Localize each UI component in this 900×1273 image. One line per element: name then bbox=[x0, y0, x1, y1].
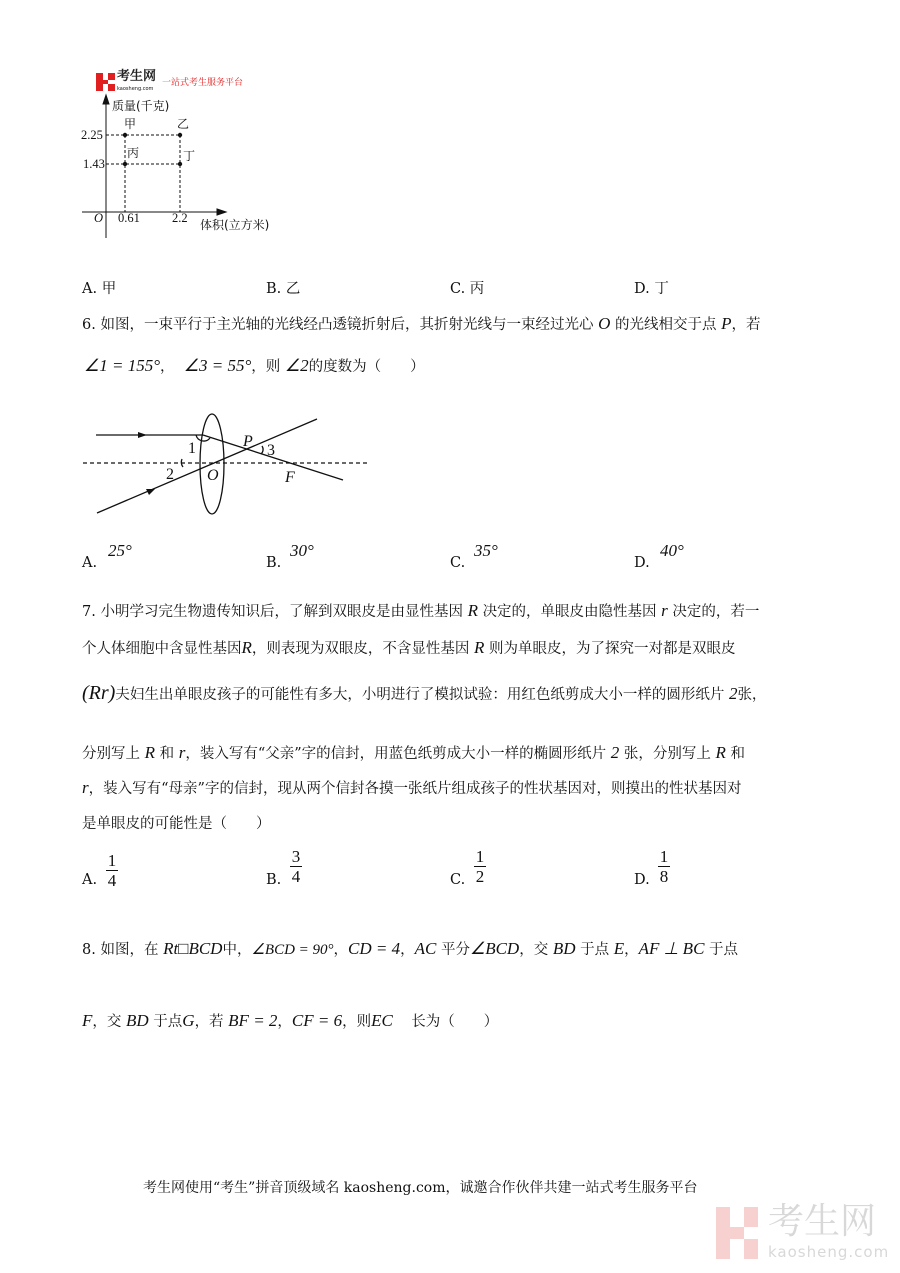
option-b-value: 30° bbox=[290, 541, 314, 560]
logo-domain: kaosheng.com bbox=[117, 86, 154, 92]
xtick: 2.2 bbox=[172, 211, 188, 225]
y-arrow-icon bbox=[103, 95, 109, 104]
q7-line6: 是单眼皮的可能性是（ ） bbox=[82, 816, 271, 832]
option-b-fraction: 3 4 bbox=[291, 847, 301, 886]
q7-line4: 分别写上 R 和 r，装入写有“父亲”字的信封，用蓝色纸剪成大小一样的椭圆形纸片 2 张，分别写上 R 和 bbox=[82, 743, 745, 762]
angle3-arc bbox=[261, 446, 263, 454]
point-bing bbox=[123, 162, 127, 166]
option-d-value: 40° bbox=[660, 541, 684, 560]
q7-line5: r，装入写有“母亲”字的信封，现从两个信封各摸一张纸片组成孩子的性状基因对，则摸出的性状基因对 bbox=[82, 778, 742, 797]
angle3-label: 3 bbox=[267, 442, 275, 459]
y-label: 质量(千克) bbox=[112, 99, 170, 113]
q7-line3: (Rr)夫妇生出单眼皮孩子的可能性有多大，小明进行了模拟试验：用红色纸剪成大小一样的圆形纸片 2张， bbox=[82, 682, 767, 704]
option-c-value: 35° bbox=[474, 541, 498, 560]
logo-name: 考生网 bbox=[117, 69, 157, 84]
q6-lens-diagram bbox=[0, 400, 400, 530]
q7-line2: 个人体细胞中含显性基因R，则表现为双眼皮，不含显性基因 R 则为单眼皮，为了探究一对都是双眼皮 bbox=[82, 638, 736, 657]
option-a[interactable]: A. bbox=[82, 872, 98, 888]
option-a-value: 25° bbox=[108, 541, 132, 560]
q8-line1: 8. 如图，在 Rt□BCD中，∠BCD = 90°，CD = 4，AC 平分∠BCD，交 BD 于点 E，AF ⊥ BC 于点 bbox=[82, 939, 739, 958]
option-b[interactable]: B. bbox=[266, 872, 282, 888]
angle1-label: 1 bbox=[188, 440, 196, 457]
option-c[interactable]: C. bbox=[450, 872, 466, 888]
origin-label: O bbox=[94, 211, 104, 225]
option-c[interactable]: C. bbox=[450, 555, 466, 571]
point-label: 丁 bbox=[183, 149, 196, 163]
option-d[interactable]: D. 丁 bbox=[634, 281, 669, 297]
option-d[interactable]: D. bbox=[634, 872, 650, 888]
point-p-label: P bbox=[243, 433, 253, 450]
guide-lines bbox=[106, 135, 180, 212]
option-b[interactable]: B. 乙 bbox=[266, 281, 301, 297]
option-d-fraction: 1 8 bbox=[659, 847, 669, 886]
watermark-name: 考生网 bbox=[768, 1201, 877, 1242]
option-a[interactable]: A. bbox=[82, 555, 98, 571]
q6-line1: 6. 如图，一束平行于主光轴的光线经凸透镜折射后，其折射光线与一束经过光心 O 的光线相交于点 P，若 bbox=[82, 314, 761, 333]
watermark-logo bbox=[716, 1201, 890, 1263]
logo-slogan: 一站式考生服务平台 bbox=[162, 78, 244, 88]
x-label: 体积(立方米) bbox=[200, 218, 270, 232]
point-yi bbox=[178, 133, 182, 137]
option-d[interactable]: D. bbox=[634, 555, 650, 571]
ytick: 1.43 bbox=[83, 157, 105, 171]
point-label: 乙 bbox=[177, 117, 190, 131]
footer-text: 考生网使用“考生”拼音顶级域名 kaosheng.com，诚邀合作伙伴共建一站式考生服务平台 bbox=[143, 1180, 698, 1196]
option-c[interactable]: C. 丙 bbox=[450, 281, 485, 297]
xtick: 0.61 bbox=[118, 211, 140, 225]
watermark-domain: kaosheng.com bbox=[768, 1243, 890, 1261]
q8-line2: F，交 BD 于点G，若 BF = 2，CF = 6，则EC 长为（ ） bbox=[82, 1011, 499, 1030]
watermark-mark-icon bbox=[716, 1207, 758, 1259]
x-arrow-icon bbox=[217, 209, 226, 215]
point-f-label: F bbox=[285, 469, 295, 486]
point-label: 甲 bbox=[124, 117, 137, 131]
angle2-label: 2 bbox=[166, 466, 174, 483]
option-c-fraction: 1 2 bbox=[475, 847, 485, 886]
option-a-fraction: 1 4 bbox=[107, 851, 117, 890]
point-o-label: O bbox=[207, 467, 219, 484]
q5-mass-volume-chart bbox=[0, 0, 320, 240]
ytick: 2.25 bbox=[81, 128, 103, 142]
center-ray bbox=[97, 419, 317, 513]
point-ding bbox=[178, 162, 182, 166]
option-a[interactable]: A. 甲 bbox=[82, 281, 117, 297]
q7-line1: 7. 小明学习完生物遗传知识后，了解到双眼皮是由显性基因 R 决定的，单眼皮由隐性基因 r 决定的，若一 bbox=[82, 601, 760, 620]
arrow-icon bbox=[138, 432, 147, 438]
point-label: 丙 bbox=[127, 146, 140, 160]
option-b[interactable]: B. bbox=[266, 555, 282, 571]
point-jia bbox=[123, 133, 127, 137]
q6-line2: ∠1 = 155°， ∠3 = 55°，则 ∠2的度数为（ ） bbox=[84, 356, 425, 375]
